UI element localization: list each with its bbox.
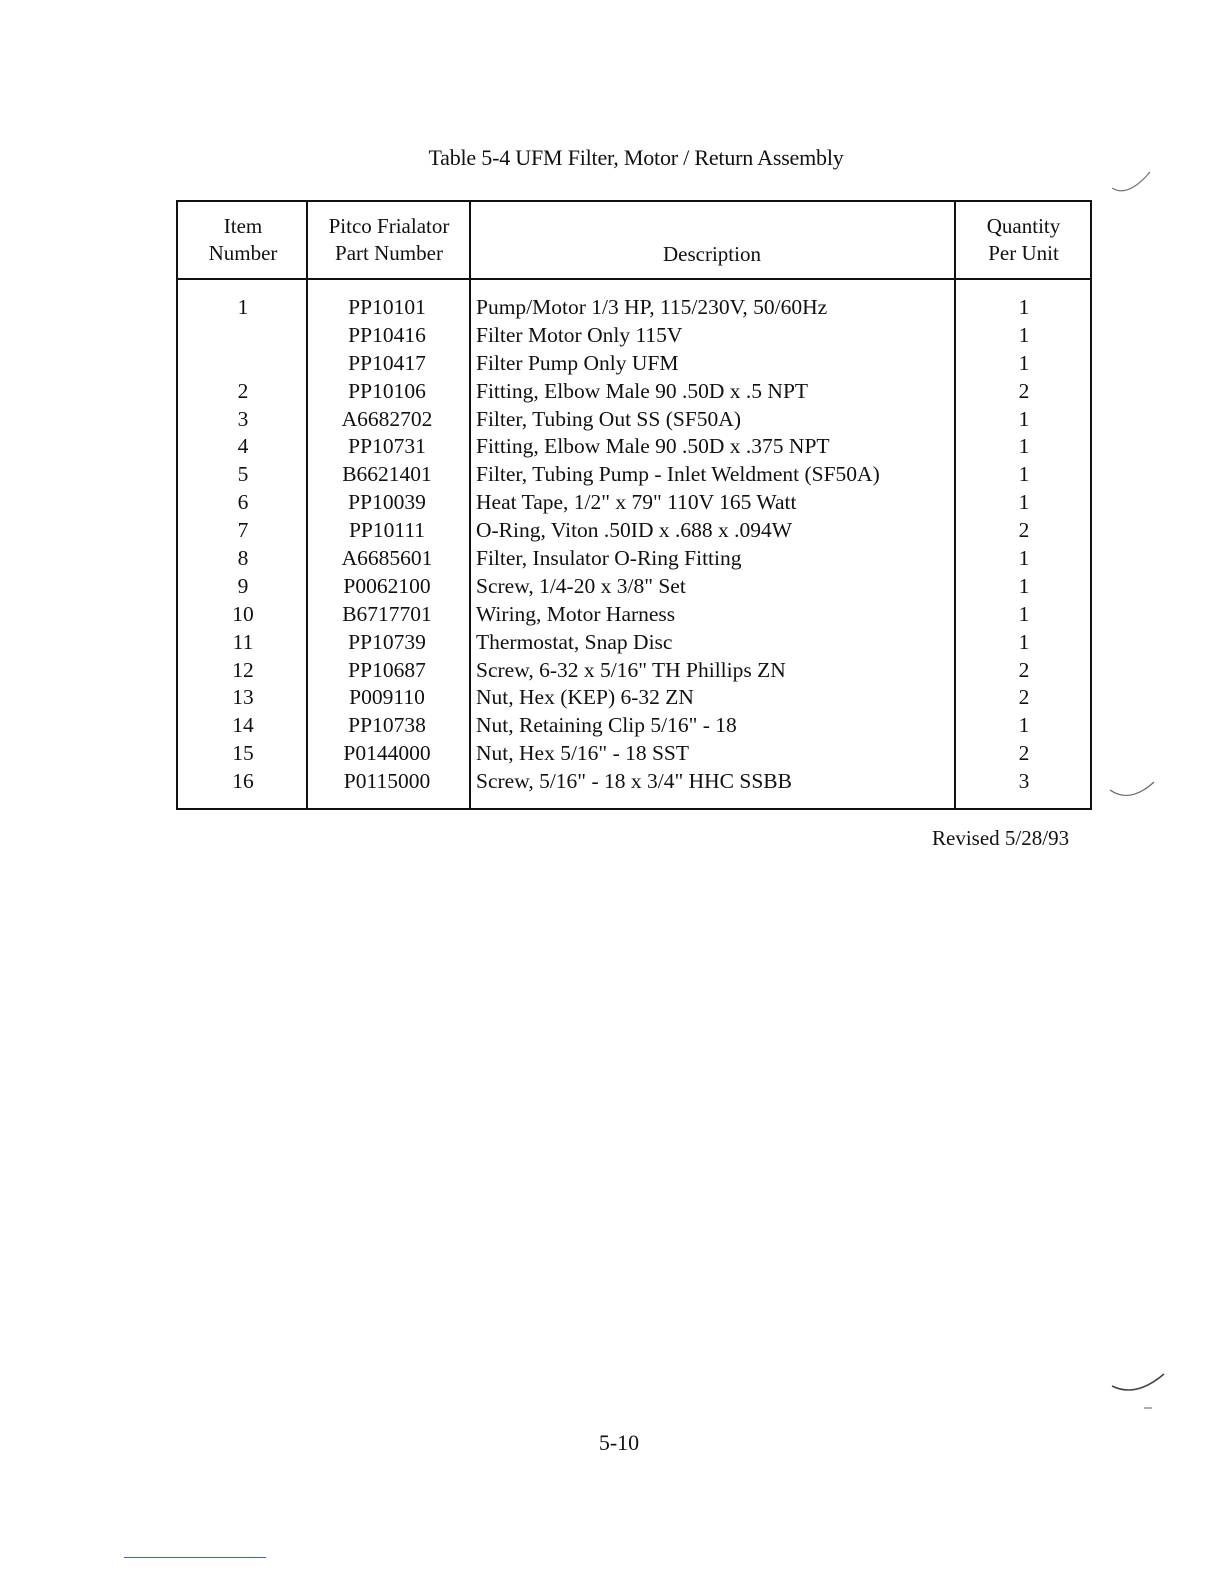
header-part-line2: Part Number — [335, 241, 443, 265]
item-number-cell: 2 — [237, 378, 249, 403]
item-number-cell: 11 — [232, 629, 254, 654]
item-number-cell: 1 — [237, 295, 249, 319]
part-number-cell: PP10416 — [348, 322, 426, 347]
quantity-cell: 2 — [1018, 685, 1030, 710]
item-number-cell: 15 — [232, 741, 254, 766]
parts-table — [176, 200, 1092, 810]
item-number-cell: 13 — [232, 685, 254, 710]
part-number-cell: B6621401 — [342, 462, 432, 487]
item-number-cell: 7 — [237, 518, 249, 543]
scan-mark — [1108, 160, 1158, 210]
quantity-cell: 1 — [1018, 462, 1030, 487]
description-cell: Nut, Hex 5/16" - 18 SST — [476, 741, 690, 766]
description-cell: Filter, Tubing Out SS (SF50A) — [476, 406, 741, 431]
part-number-cell: P0144000 — [343, 741, 431, 766]
description-cell: Thermostat, Snap Disc — [476, 629, 673, 654]
table-row — [178, 629, 1090, 657]
item-number-cell: 10 — [232, 601, 254, 626]
description-cell: Wiring, Motor Harness — [476, 601, 676, 626]
table-row — [178, 657, 1090, 685]
quantity-cell: 2 — [1018, 378, 1030, 403]
part-number-cell: P0062100 — [343, 573, 431, 598]
quantity-cell: 1 — [1018, 434, 1030, 459]
description-cell: Fitting, Elbow Male 90 .50D x .375 NPT — [476, 434, 830, 459]
part-number-cell: PP10687 — [348, 657, 426, 682]
quantity-cell: 2 — [1018, 518, 1030, 543]
part-number-cell: P0115000 — [343, 769, 431, 794]
table-row — [178, 489, 1090, 517]
part-number-cell: PP10106 — [348, 378, 426, 403]
table-row — [178, 350, 1090, 378]
part-number-cell: P009110 — [349, 685, 425, 710]
table-row — [178, 517, 1090, 545]
part-number-cell: PP10731 — [348, 434, 426, 459]
table-row — [178, 573, 1090, 601]
revised-date: Revised 5/28/93 — [932, 826, 1070, 850]
quantity-cell: 1 — [1018, 350, 1030, 375]
header-item-number — [178, 202, 308, 278]
quantity-cell: 1 — [1018, 601, 1030, 626]
item-number-cell: 4 — [237, 434, 249, 459]
table-row — [178, 740, 1090, 768]
description-cell: Filter, Insulator O-Ring Fitting — [476, 546, 742, 571]
quantity-cell: 1 — [1018, 546, 1030, 571]
quantity-cell: 1 — [1018, 713, 1030, 738]
page-number: 5-10 — [598, 1430, 640, 1455]
description-cell: Screw, 5/16" - 18 x 3/4" HHC SSBB — [476, 769, 792, 794]
table-row — [178, 684, 1090, 712]
part-number-cell: PP10101 — [348, 295, 426, 319]
item-number-cell: 8 — [237, 546, 249, 571]
header-divider — [178, 278, 1090, 280]
part-number-cell: PP10039 — [348, 490, 426, 515]
description-cell: Pump/Motor 1/3 HP, 115/230V, 50/60Hz — [476, 295, 828, 319]
part-number-cell: PP10739 — [348, 629, 426, 654]
quantity-cell: 3 — [1018, 769, 1030, 794]
header-description — [470, 202, 954, 278]
header-part-number — [308, 202, 470, 278]
header-part-line1: Pitco Frialator — [328, 214, 450, 238]
table-body — [178, 294, 1090, 796]
table-row — [178, 461, 1090, 489]
item-number-cell: 5 — [237, 462, 249, 487]
header-description-label: Description — [663, 242, 761, 266]
description-cell: Nut, Retaining Clip 5/16" - 18 — [476, 713, 737, 738]
header-quantity — [955, 202, 1092, 278]
item-number-cell: 12 — [232, 657, 254, 682]
item-number-cell: 16 — [232, 769, 254, 794]
table-row — [178, 768, 1090, 796]
scan-mark — [1106, 770, 1162, 810]
table-row — [178, 406, 1090, 434]
description-cell: Filter Motor Only 115V — [476, 322, 683, 347]
item-number-cell: 9 — [237, 573, 249, 598]
header-item-line1: Item — [223, 214, 263, 238]
table-row — [178, 322, 1090, 350]
description-cell: Screw, 1/4-20 x 3/8" Set — [476, 573, 686, 598]
table-row — [178, 294, 1090, 322]
footer-rule — [124, 1557, 266, 1558]
description-cell: Fitting, Elbow Male 90 .50D x .5 NPT — [476, 378, 809, 403]
quantity-cell: 1 — [1018, 629, 1030, 654]
quantity-cell: 1 — [1018, 295, 1030, 319]
description-cell: Filter Pump Only UFM — [476, 350, 679, 375]
part-number-cell: PP10417 — [348, 350, 426, 375]
header-quantity-line2: Per Unit — [988, 241, 1059, 265]
part-number-cell: PP10738 — [348, 713, 426, 738]
item-number-cell: 3 — [237, 406, 249, 431]
part-number-cell: B6717701 — [342, 601, 432, 626]
item-number-cell: 14 — [232, 713, 254, 738]
part-number-cell: PP10111 — [348, 518, 426, 543]
description-cell: Filter, Tubing Pump - Inlet Weldment (SF50A) — [476, 462, 880, 487]
quantity-cell: 1 — [1018, 322, 1030, 347]
table-title: Table 5-4 UFM Filter, Motor / Return Assembly — [428, 145, 844, 170]
header-item-line2: Number — [208, 241, 278, 265]
description-cell: Nut, Hex (KEP) 6-32 ZN — [476, 685, 694, 710]
description-cell: Heat Tape, 1/2" x 79" 110V 165 Watt — [476, 490, 797, 515]
table-row — [178, 433, 1090, 461]
quantity-cell: 1 — [1018, 406, 1030, 431]
part-number-cell: A6685601 — [341, 546, 433, 571]
description-cell: Screw, 6-32 x 5/16" TH Phillips ZN — [476, 657, 786, 682]
table-row — [178, 712, 1090, 740]
part-number-cell: A6682702 — [341, 406, 433, 431]
header-quantity-line1: Quantity — [986, 214, 1061, 238]
table-row — [178, 378, 1090, 406]
table-row — [178, 601, 1090, 629]
quantity-cell: 1 — [1018, 490, 1030, 515]
table-row — [178, 545, 1090, 573]
item-number-cell: 6 — [237, 490, 249, 515]
quantity-cell: 1 — [1018, 573, 1030, 598]
scan-mark — [1106, 1364, 1172, 1414]
description-cell: O-Ring, Viton .50ID x .688 x .094W — [476, 518, 793, 543]
quantity-cell: 2 — [1018, 741, 1030, 766]
quantity-cell: 2 — [1018, 657, 1030, 682]
